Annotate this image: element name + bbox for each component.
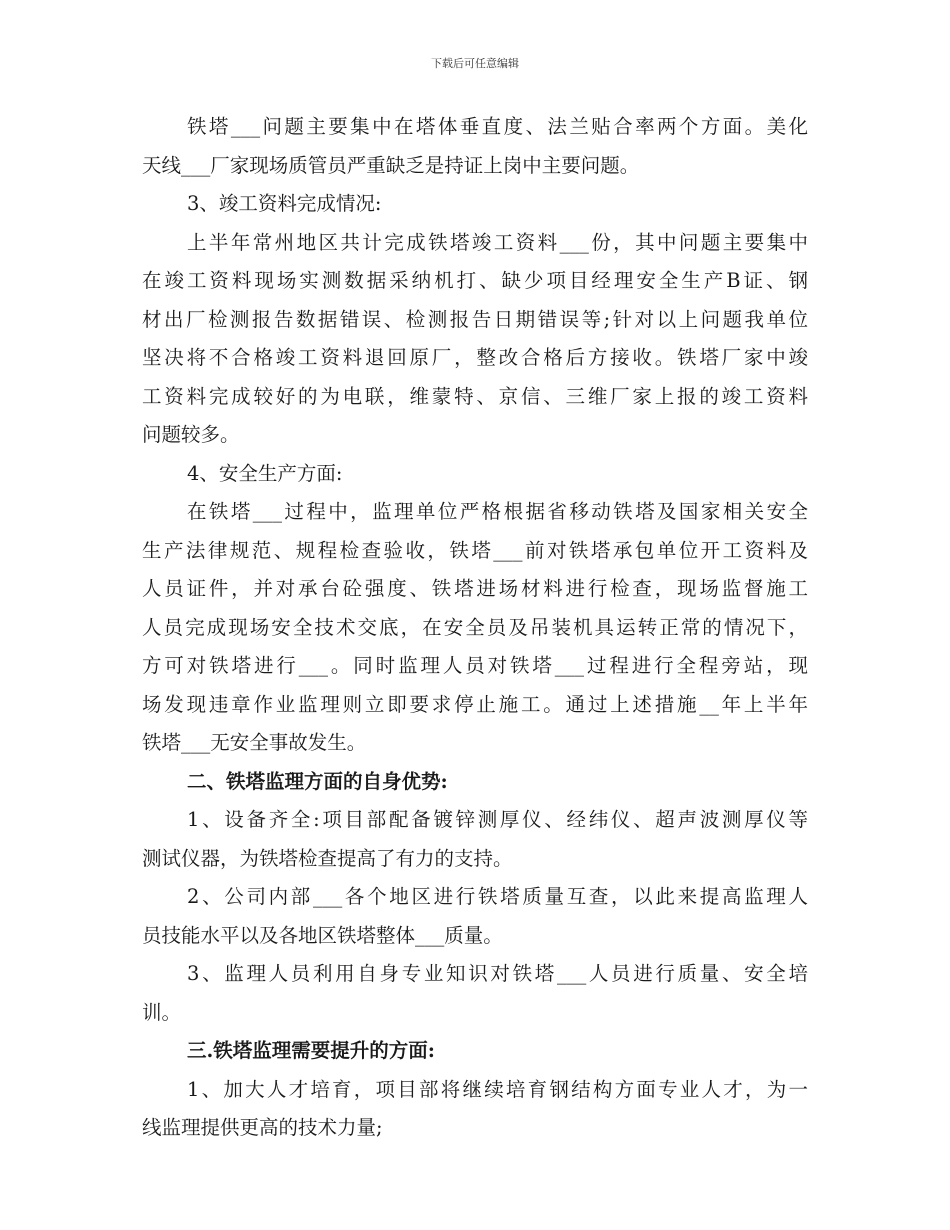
paragraph-line: 坚决将不合格竣工资料退回原厂，整改合格后方接收。铁塔厂家中竣 [142,346,808,369]
subheading-safety: 4、安全生产方面: [187,461,343,485]
section-heading-improvements: 三.铁塔监理需要提升的方面: [187,1039,435,1062]
paragraph-line: 在竣工资料现场实测数据采纳机打、缺少项目经理安全生产B证、钢 [142,269,808,292]
paragraph-line: 人员完成现场安全技术交底，在安全员及吊装机具运转正常的情况下， [142,615,808,639]
paragraph-line: 铁塔___问题主要集中在塔体垂直度、法兰贴合率两个方面。美化 [187,115,808,138]
paragraph-line: 场发现违章作业监理则立即要求停止施工。通过上述措施__年上半年 [142,692,808,716]
page-header: 下载后可任意编辑 [431,57,519,70]
paragraph-line: 人员证件，并对承台砼强度、铁塔进场材料进行检查，现场监督施工 [142,577,808,600]
paragraph-line: 铁塔___无安全事故发生。 [142,731,367,754]
paragraph-line: 工资料完成较好的为电联，维蒙特、京信、三维厂家上报的竣工资料 [142,384,808,408]
paragraph-line: 训。 [142,1000,182,1024]
paragraph-line: 上半年常州地区共计完成铁塔竣工资料___份，其中问题主要集中 [187,230,808,254]
body-text [142,108,808,1148]
paragraph-line: 生产法律规范、规程检查验收，铁塔___前对铁塔承包单位开工资料及 [142,538,808,562]
paragraph-line: 2、公司内部___各个地区进行铁塔质量互查，以此来提高监理人 [187,885,808,908]
paragraph-line: 员技能水平以及各地区铁塔整体___质量。 [142,923,503,947]
paragraph-line: 测试仪器，为铁塔检查提高了有力的支持。 [142,846,513,870]
paragraph-line: 1、加大人才培育，项目部将继续培育钢结构方面专业人才，为一 [187,1077,808,1101]
paragraph-line: 材出厂检测报告数据错误、检测报告日期错误等;针对以上问题我单位 [142,307,808,331]
section-heading-advantages: 二、铁塔监理方面的自身优势: [187,769,448,793]
paragraph-line: 方可对铁塔进行___。同时监理人员对铁塔___过程进行全程旁站，现 [142,654,808,677]
paragraph-line: 线监理提供更高的技术力量; [142,1116,383,1139]
subheading-completion: 3、竣工资料完成情况: [187,192,382,215]
paragraph-line: 天线___厂家现场质管员严重缺乏是持证上岗中主要问题。 [142,153,640,177]
paragraph-line: 3、监理人员利用自身专业知识对铁塔___人员进行质量、安全培 [187,962,808,985]
paragraph-line: 问题较多。 [142,423,240,446]
paragraph-line: 在铁塔___过程中，监理单位严格根据省移动铁塔及国家相关安全 [187,500,808,523]
paragraph-line: 1、设备齐全:项目部配备镀锌测厚仪、经纬仪、超声波测厚仪等 [187,808,808,831]
